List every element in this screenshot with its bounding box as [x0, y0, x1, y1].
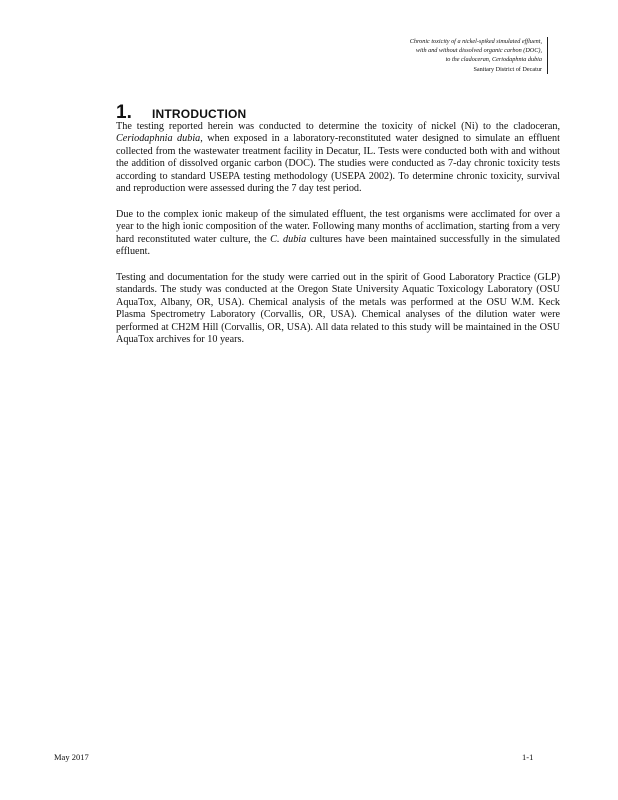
footer-page-number: 1-1 — [522, 752, 534, 762]
header-title-line-2: with and without dissolved organic carbon (DOC), — [415, 47, 542, 54]
running-header — [342, 37, 548, 74]
paragraph-2-text-b: cultures have been maintained successfully in the simulated effluent. — [116, 233, 561, 258]
paragraph-1-text-a: The testing reported herein was conducted to determine the toxicity of nickel (Ni) to the cladoceran, — [116, 121, 560, 132]
species-name: Ceriodaphnia dubia — [116, 133, 201, 145]
header-title-line-3: to the cladoceran, Ceriodaphnia dubia — [445, 56, 542, 63]
section-number: 1. — [116, 102, 132, 123]
paragraph-2-text-a: Due to the complex ionic makeup of the simulated effluent, the test organisms were acclimated for over a year to the high ionic composition of the water. Following many months of acclimation, starting from a very hard reconstituted water culture, the — [116, 208, 560, 245]
header-title-line-1: Chronic toxicity of a nickel-spiked simulated effluent, — [409, 38, 542, 45]
paragraph-1-text-b: , when exposed in a laboratory-reconstituted water designed to simulate an effluent collected from the wastewater treatment facility in Decatur, IL. Tests were conducted both with and without the addition of dissolved organic carbon (DOC). The studies were conducted as 7-day chronic toxicity tests according to standard USEPA testing methodology (USEPA 2002). To determine chronic toxicity, survival and reproduction were assessed during the 7 day test period. — [116, 133, 560, 195]
section-title: INTRODUCTION — [152, 107, 247, 121]
paragraph-2 — [116, 209, 560, 259]
body-text — [116, 121, 560, 360]
species-name-short: C. dubia — [270, 233, 307, 245]
header-organization: Sanitary District of Decatur — [473, 66, 542, 73]
paragraph-1 — [116, 121, 560, 195]
paragraph-3: Testing and documentation for the study were carried out in the spirit of Good Laboratory Practice (GLP) standards. The study was conducted at the Oregon State University Aquatic Toxicology Laboratory (OSU AquaTox, Albany, OR, USA). Chemical analysis of the metals was performed at the OSU W.M. Keck Plasma Spectrometry Laboratory (Corvallis, OR, USA). Chemical analyses of the dilution water were performed at CH2M Hill (Corvallis, OR, USA). All data related to this study will be maintained in the OSU AquaTox archives for 10 years. — [116, 272, 560, 346]
footer-date: May 2017 — [54, 752, 89, 762]
